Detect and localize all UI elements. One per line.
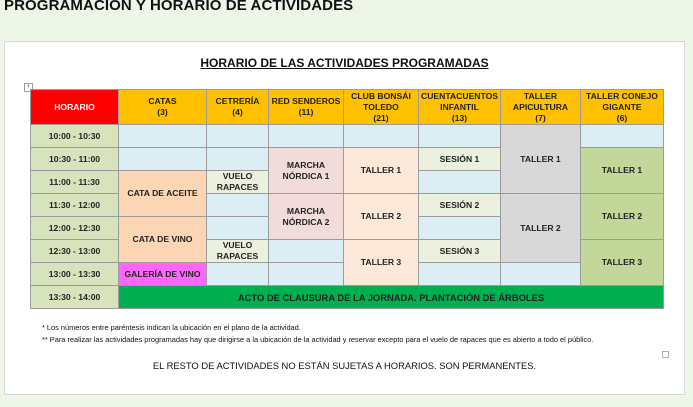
empty-slot (419, 125, 501, 148)
activity-sesion-3: SESIÓN 3 (419, 240, 501, 263)
header-horario: HORARIO (31, 90, 119, 125)
empty-slot (501, 263, 581, 286)
time-cell: 11:30 - 12:00 (31, 194, 119, 217)
empty-slot (419, 263, 501, 286)
empty-slot (119, 125, 207, 148)
time-cell: 11:00 - 11:30 (31, 171, 119, 194)
table-row (31, 125, 664, 148)
empty-slot (581, 125, 664, 148)
schedule-sheet (4, 41, 685, 395)
empty-slot (269, 240, 344, 263)
time-cell: 12:30 - 13:00 (31, 240, 119, 263)
activity-bonsai-taller-3: TALLER 3 (344, 240, 419, 286)
empty-slot (269, 263, 344, 286)
activity-conejo-taller-2: TALLER 2 (581, 194, 664, 240)
empty-slot (119, 148, 207, 171)
closing-ceremony-banner: ACTO DE CLAUSURA DE LA JORNADA. PLANTACIÓN DE ÁRBOLES (119, 286, 664, 309)
resize-handle[interactable] (662, 351, 669, 358)
empty-slot (344, 125, 419, 148)
empty-slot (207, 194, 269, 217)
activity-apicultura-taller-2: TALLER 2 (501, 194, 581, 263)
activity-cata-vino: CATA DE VINO (119, 217, 207, 263)
empty-slot (207, 263, 269, 286)
header-row (31, 90, 664, 125)
header-apicultura: TALLER APICULTURA (7) (501, 90, 581, 125)
activity-sesion-2: SESIÓN 2 (419, 194, 501, 217)
time-cell: 13:30 - 14:00 (31, 286, 119, 309)
activity-conejo-taller-3: TALLER 3 (581, 240, 664, 286)
activity-vuelo-rapaces-2: VUELO RAPACES (207, 240, 269, 263)
activity-vuelo-rapaces-1: VUELO RAPACES (207, 171, 269, 194)
empty-slot (207, 148, 269, 171)
header-cuentacuentos: CUENTACUENTOS INFANTIL (13) (419, 90, 501, 125)
activity-marcha-nordica-2: MARCHA NÓRDICA 2 (269, 194, 344, 240)
activity-galeria-vino: GALERÍA DE VINO (119, 263, 207, 286)
activity-bonsai-taller-1: TALLER 1 (344, 148, 419, 194)
schedule-title: HORARIO DE LAS ACTIVIDADES PROGRAMADAS (200, 56, 489, 70)
time-cell: 10:00 - 10:30 (31, 125, 119, 148)
header-cetreria: CETRERÍA (4) (207, 90, 269, 125)
footnote-2: ** Para realizar las actividades programadas hay que dirigirse a la ubicación de la actividad y reservar excepto para el vuelo de rapaces que es abierto a todo el público. (42, 335, 594, 344)
schedule-table (30, 89, 664, 309)
header-conejo: TALLER CONEJO GIGANTE (6) (581, 90, 664, 125)
empty-slot (269, 125, 344, 148)
header-catas: CATAS (3) (119, 90, 207, 125)
activity-conejo-taller-1: TALLER 1 (581, 148, 664, 194)
empty-slot (419, 171, 501, 194)
activity-cata-aceite: CATA DE ACEITE (119, 171, 207, 217)
empty-slot (207, 217, 269, 240)
activity-marcha-nordica-1: MARCHA NÓRDICA 1 (269, 148, 344, 194)
footer-note: EL RESTO DE ACTIVIDADES NO ESTÁN SUJETAS A HORARIOS. SON PERMANENTES. (152, 360, 537, 371)
footnote-1: * Los números entre paréntesis indican la ubicación en el plano de la actividad. (42, 323, 301, 332)
activity-bonsai-taller-2: TALLER 2 (344, 194, 419, 240)
table-row (31, 286, 664, 309)
empty-slot (207, 125, 269, 148)
activity-sesion-1: SESIÓN 1 (419, 148, 501, 171)
header-club-bonsai: CLUB BONSÁI TOLEDO (21) (344, 90, 419, 125)
time-cell: 13:00 - 13:30 (31, 263, 119, 286)
header-red-senderos: RED SENDEROS (11) (269, 90, 344, 125)
time-cell: 12:00 - 12:30 (31, 217, 119, 240)
empty-slot (419, 217, 501, 240)
footnotes (42, 322, 593, 346)
page-title: PROGRAMACION Y HORARIO DE ACTIVIDADES (4, 0, 354, 14)
table-move-handle-icon[interactable]: + (24, 83, 33, 92)
activity-apicultura-taller-1: TALLER 1 (501, 125, 581, 194)
time-cell: 10:30 - 11:00 (31, 148, 119, 171)
